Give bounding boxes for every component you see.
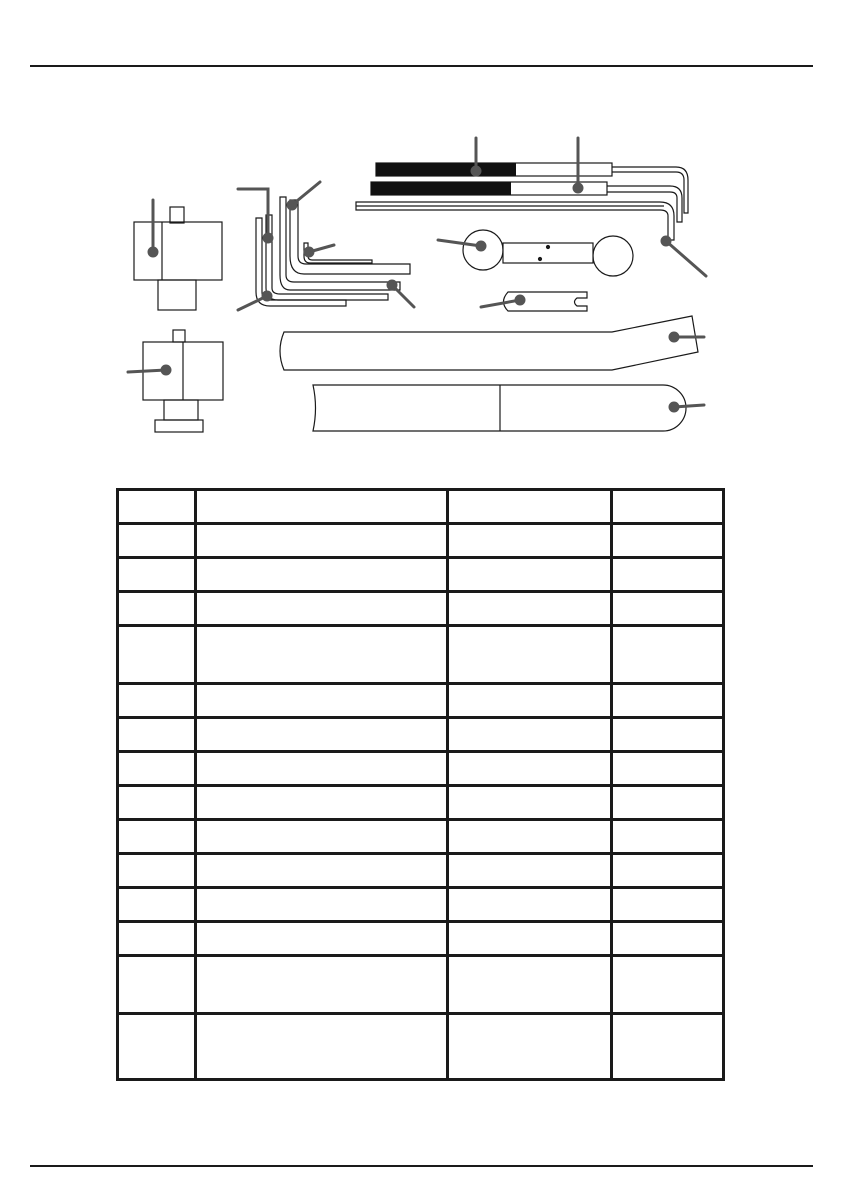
table-row [118, 956, 724, 1014]
table-cell [196, 786, 448, 820]
table-cell [612, 524, 724, 558]
table-cell [612, 592, 724, 626]
table-row [118, 820, 724, 854]
table-row [118, 888, 724, 922]
table-header-row [118, 490, 724, 524]
table-cell [196, 524, 448, 558]
table-row [118, 752, 724, 786]
table-cell [118, 786, 196, 820]
table-cell [448, 854, 612, 888]
block-tool-upper [134, 207, 222, 310]
table-row [118, 854, 724, 888]
table-cell [196, 718, 448, 752]
table-cell [612, 956, 724, 1014]
table-cell [448, 956, 612, 1014]
straight-flat-bar [313, 385, 686, 431]
table-cell [612, 684, 724, 718]
table-cell [612, 1014, 724, 1080]
table-cell [118, 752, 196, 786]
table-cell [612, 854, 724, 888]
long-hex-keys [356, 163, 688, 240]
table-cell [118, 888, 196, 922]
table-row [118, 718, 724, 752]
table-header-cell [612, 490, 724, 524]
table-cell [118, 558, 196, 592]
table-cell [118, 922, 196, 956]
table-cell [118, 1014, 196, 1080]
table-row [118, 786, 724, 820]
header-rule [30, 65, 813, 67]
table-cell [196, 922, 448, 956]
block-tool-lower [143, 330, 223, 432]
table-row [118, 1014, 724, 1080]
table-cell [448, 592, 612, 626]
table-cell [118, 626, 196, 684]
table-cell [118, 524, 196, 558]
table-row [118, 626, 724, 684]
table-cell [612, 558, 724, 592]
table-cell [118, 684, 196, 718]
table-cell [196, 558, 448, 592]
table-cell [448, 922, 612, 956]
table-row [118, 558, 724, 592]
table-cell [448, 1014, 612, 1080]
table-cell [448, 786, 612, 820]
tools-illustration [0, 120, 843, 440]
table-cell [196, 684, 448, 718]
dumbbell-wrench [463, 230, 633, 276]
table-cell [448, 626, 612, 684]
footer-rule [30, 1165, 813, 1167]
table-cell [612, 718, 724, 752]
table-cell [118, 956, 196, 1014]
table-cell [118, 854, 196, 888]
table-cell [196, 752, 448, 786]
table-row [118, 592, 724, 626]
table-cell [448, 524, 612, 558]
table-cell [612, 626, 724, 684]
table-cell [612, 888, 724, 922]
table-header-cell [196, 490, 448, 524]
table-cell [196, 626, 448, 684]
bent-flat-bar [280, 316, 698, 370]
small-hex-keys [256, 197, 410, 306]
table-cell [196, 592, 448, 626]
table-cell [612, 922, 724, 956]
parts-table [116, 488, 725, 1081]
table-cell [448, 718, 612, 752]
table-header-cell [448, 490, 612, 524]
table-cell [612, 820, 724, 854]
table-cell [118, 592, 196, 626]
table-cell [196, 888, 448, 922]
table-cell [118, 820, 196, 854]
table-cell [448, 684, 612, 718]
table-row [118, 524, 724, 558]
table-cell [448, 752, 612, 786]
table-cell [196, 956, 448, 1014]
table-cell [448, 558, 612, 592]
table-cell [448, 820, 612, 854]
table-cell [448, 888, 612, 922]
table-cell [612, 786, 724, 820]
table-cell [612, 752, 724, 786]
table-cell [196, 854, 448, 888]
table-cell [196, 820, 448, 854]
table-row [118, 922, 724, 956]
table-cell [196, 1014, 448, 1080]
table-row [118, 684, 724, 718]
table-cell [118, 718, 196, 752]
table-header-cell [118, 490, 196, 524]
